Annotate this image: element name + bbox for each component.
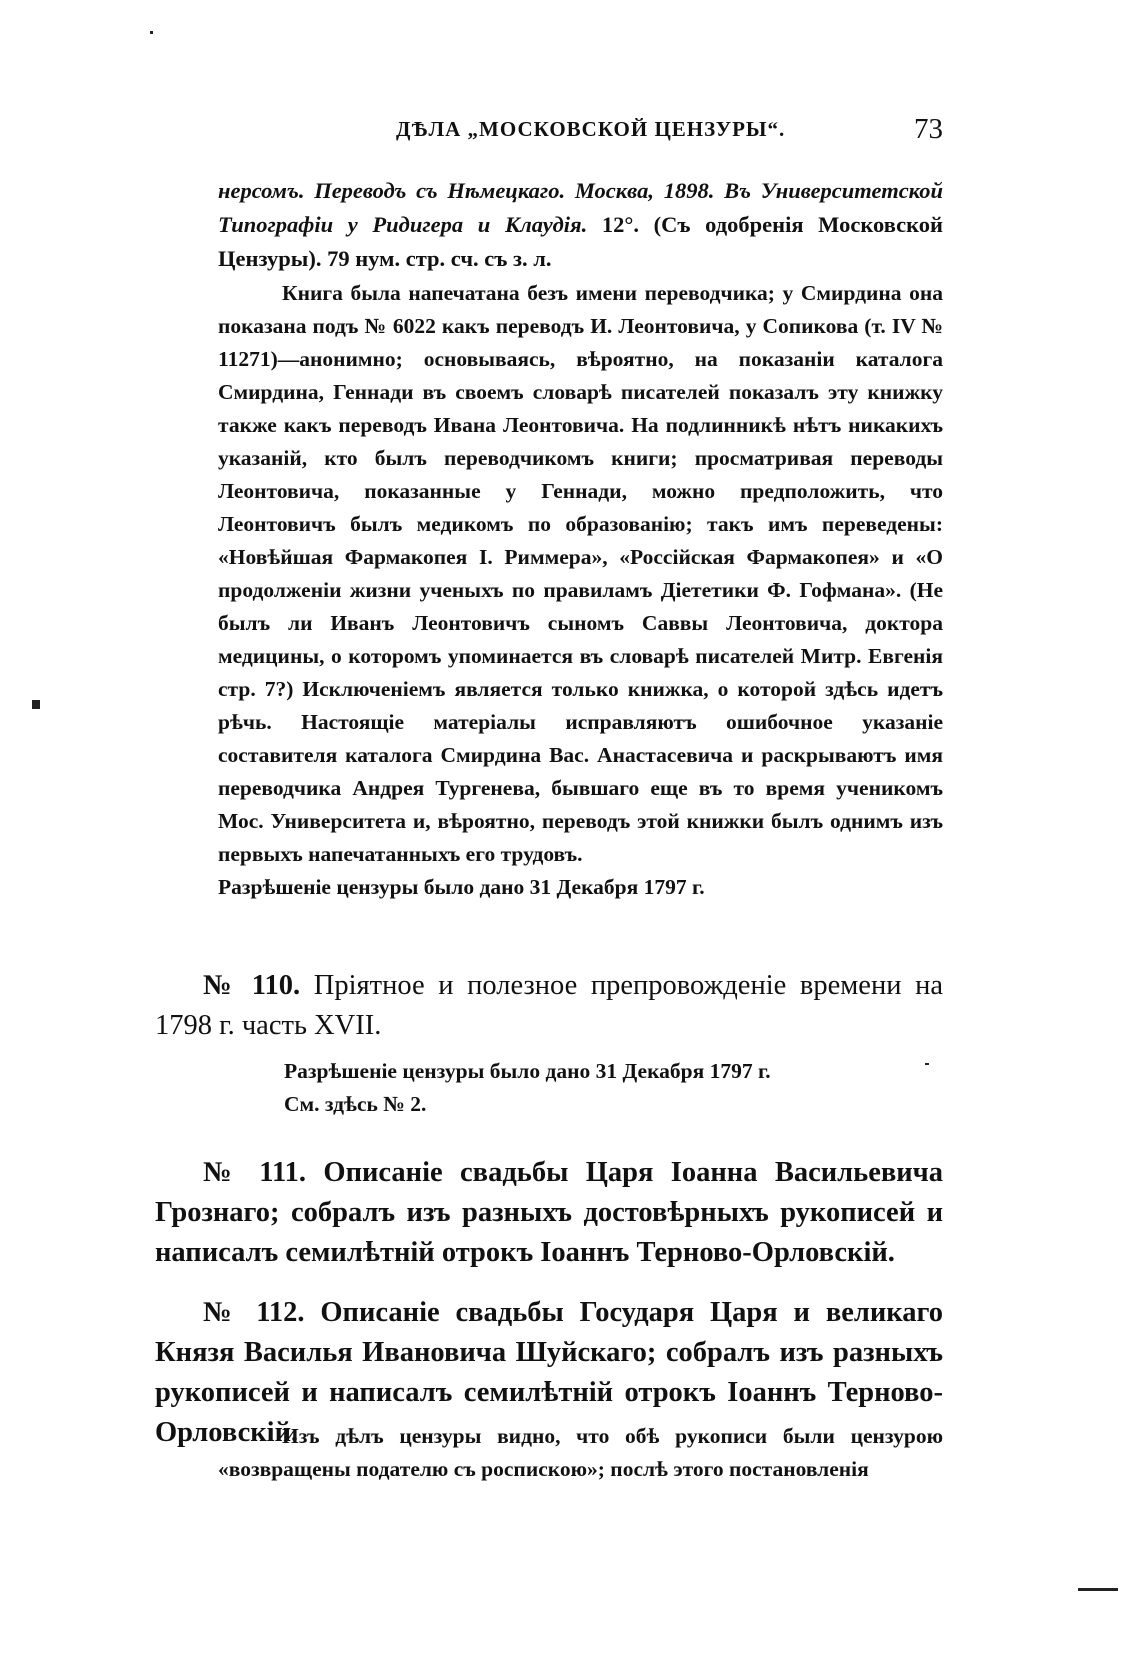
entry-110-number: № 110. [203, 970, 301, 1001]
scan-speck [925, 1063, 929, 1065]
commentary-109-resolution: Разрѣшеніе цензуры было дано 31 Декабря 1797 г. [218, 875, 705, 899]
scan-dash [1078, 1588, 1118, 1591]
entry-110 [155, 966, 943, 1046]
entry-110-notes [284, 1055, 771, 1121]
entry-110-see: См. здѣсь № 2. [284, 1092, 427, 1116]
continued-plain-text: 12°. (Съ одобренія Московской Цензуры). 79 нум. стр. сч. съ з. л. [218, 212, 943, 271]
continued-entry-text [218, 174, 943, 276]
continued-italic-text: нерсомъ. Переводъ съ Нѣмецкаго. Москва, 1898. Въ Университетской Типографіи у Ридигера и Клаудія. [218, 178, 943, 237]
entry-111 [155, 1153, 943, 1273]
scan-speck [32, 700, 40, 709]
scan-speck [150, 31, 153, 34]
entry-110-title: Пріятное и полезное препровожденіе времени на 1798 г. часть XVII. [155, 970, 944, 1041]
page-number: 73 [914, 113, 943, 145]
commentary-109-text: Книга была напечатана безъ имени переводчика; у Смирдина она показана подъ № 6022 какъ переводъ И. Леонтовича, у Сопикова (т. IV № 11271)—анонимно; основываясь, вѣроятно, на показаніи каталога Смирдина, Геннади въ своемъ словарѣ писателей показалъ эту книжку также какъ переводъ Ивана Леонтовича. На подлинникѣ нѣтъ никакихъ указаній, кто былъ переводчикомъ книги; просматривая переводы Леонтовича, показанные у Геннади, можно предположить, что Леонтовичъ былъ медикомъ по образованію; такъ имъ переведены: «Новѣйшая Фармакопея І. Риммера», «Россійская Фармакопея» и «О продолженіи жизни ученыхъ по правиламъ Діететики Ф. Гофмана». (Не былъ ли Иванъ Леонтовичъ сыномъ Саввы Леонтовича, доктора медицины, о которомъ упоминается въ словарѣ писателей Митр. Евгенія стр. 7?) Исключеніемъ является только книжка, о которой здѣсь идетъ рѣчь. Настоящіе матеріалы исправляютъ ошибочное указаніе составителя каталога Смирдина Вас. Анастасевича и раскрываютъ имя переводчика Андрея Тургенева, бывшаго еще въ то время ученикомъ Мос. Университета и, вѣроятно, переводъ этой книжки былъ однимъ изъ первыхъ напечатанныхъ его трудовъ. [218, 281, 943, 866]
entry-111-title: Описаніе свадьбы Царя Іоанна Васильевича Грознаго; собралъ изъ разныхъ достовѣрныхъ рукописей и написалъ семилѣтній отрокъ Іоаннъ Терново-Орловскій. [155, 1157, 944, 1268]
commentary-112 [218, 1420, 943, 1486]
entry-112-number: № 112. [203, 1297, 305, 1328]
entry-112-title: Описаніе свадьбы Государя Царя и великаго Князя Василья Ивановича Шуйскаго; собралъ изъ разныхъ рукописей и написалъ семилѣтній отрокъ Іоаннъ Терново-Орловскій. [155, 1297, 943, 1448]
entry-110-resolution: Разрѣшеніе цензуры было дано 31 Декабря 1797 г. [284, 1059, 771, 1083]
entry-111-number: № 111. [203, 1157, 307, 1188]
commentary-109 [218, 277, 943, 904]
running-header [218, 113, 943, 153]
running-title: ДѢЛА „МОСКОВСКОЙ ЦЕНЗУРЫ“. [396, 117, 786, 141]
commentary-112-text: Изъ дѣлъ цензуры видно, что обѣ рукописи были цензурою «возвращены подателю съ роспискою»; послѣ этого постановленія [218, 1424, 943, 1481]
